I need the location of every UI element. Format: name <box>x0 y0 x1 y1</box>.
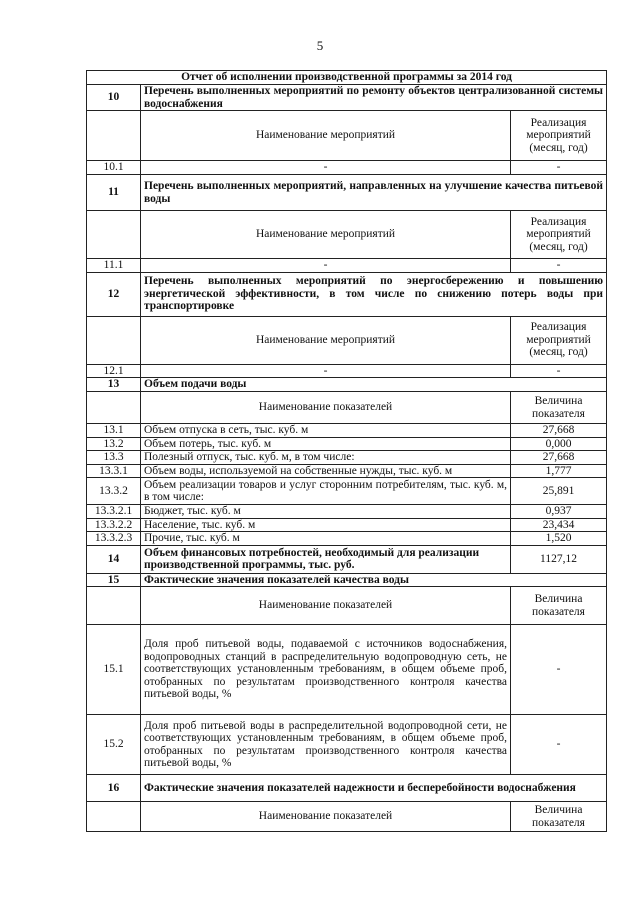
row-label: Доля проб питьевой воды, подаваемой с источников водоснабжения, водопроводных станций в распределительную водопроводную сеть, не соответствующих установленным требованиям, в общем объеме проб, отобранных по результатам производственного контроля качества питьевой воды, % <box>141 625 511 715</box>
table-header-row <box>87 111 607 161</box>
section-title: Перечень выполненных мероприятий, направленных на улучшение качества питьевой воды <box>141 175 607 211</box>
row-number: 13.3.2.2 <box>87 518 141 532</box>
row-label: Прочие, тыс. куб. м <box>141 532 511 546</box>
row-number: 15.1 <box>87 625 141 715</box>
table-header-row <box>87 211 607 259</box>
section-number: 11 <box>87 175 141 211</box>
table-row <box>87 715 607 775</box>
column-header: Реализация мероприятий (месяц, год) <box>511 211 607 259</box>
row-value: 0,937 <box>511 505 607 519</box>
table-header-row <box>87 392 607 424</box>
section-title: Объем подачи воды <box>141 378 607 392</box>
row-value: 27,668 <box>511 424 607 438</box>
row-number: 11.1 <box>87 259 141 273</box>
row-value: - <box>511 161 607 175</box>
row-value: 25,891 <box>511 478 607 505</box>
section-number: 12 <box>87 272 141 316</box>
section-title: Фактические значения показателей качества воды <box>141 573 607 587</box>
section-16-header <box>87 775 607 802</box>
section-number: 13 <box>87 378 141 392</box>
section-title: Объем финансовых потребностей, необходимый для реализации производственной программы, тыс. руб. <box>141 545 511 573</box>
column-header: Реализация мероприятий (месяц, год) <box>511 316 607 364</box>
row-number: 13.2 <box>87 437 141 451</box>
section-number: 15 <box>87 573 141 587</box>
row-label: Бюджет, тыс. куб. м <box>141 505 511 519</box>
row-value: - <box>511 364 607 378</box>
column-header: Наименование мероприятий <box>141 316 511 364</box>
row-label: Объем потерь, тыс. куб. м <box>141 437 511 451</box>
report-title: Отчет об исполнении производственной программы за 2014 год <box>87 71 607 85</box>
row-label: Объем отпуска в сеть, тыс. куб. м <box>141 424 511 438</box>
section-title: Перечень выполненных мероприятий по энергосбережению и повышению энергетической эффективности, в том числе по снижению потерь воды при транспортировке <box>141 272 607 316</box>
row-value: - <box>511 259 607 273</box>
section-number: 16 <box>87 775 141 802</box>
section-13-header <box>87 378 607 392</box>
section-11-header <box>87 175 607 211</box>
empty-cell <box>87 211 141 259</box>
table-row <box>87 464 607 478</box>
row-label: Доля проб питьевой воды в распределительной водопроводной сети, не соответствующих установленным требованиям, в общем объеме проб, отобранных по результатам производственного контроля качества питьевой воды, % <box>141 715 511 775</box>
row-value: 1127,12 <box>511 545 607 573</box>
section-12-header <box>87 272 607 316</box>
table-header-row <box>87 316 607 364</box>
column-header: Величина показателя <box>511 392 607 424</box>
row-label: Население, тыс. куб. м <box>141 518 511 532</box>
row-value: 1,520 <box>511 532 607 546</box>
row-value: 0,000 <box>511 437 607 451</box>
row-label: Объем воды, используемой на собственные нужды, тыс. куб. м <box>141 464 511 478</box>
table-row <box>87 518 607 532</box>
table-row <box>87 424 607 438</box>
row-value: 1,777 <box>511 464 607 478</box>
section-title: Перечень выполненных мероприятий по ремонту объектов централизованной системы водоснабжения <box>141 85 607 111</box>
table-row <box>87 451 607 465</box>
table-row <box>87 478 607 505</box>
row-number: 13.1 <box>87 424 141 438</box>
page-number: 5 <box>316 38 324 53</box>
table-header-row <box>87 587 607 625</box>
column-header: Наименование мероприятий <box>141 111 511 161</box>
report-table <box>86 70 607 832</box>
column-header: Реализация мероприятий (месяц, год) <box>511 111 607 161</box>
row-number: 13.3.2.3 <box>87 532 141 546</box>
row-value: - <box>141 259 511 273</box>
section-title: Фактические значения показателей надежности и бесперебойности водоснабжения <box>141 775 607 802</box>
row-number: 13.3.2 <box>87 478 141 505</box>
column-header: Наименование показателей <box>141 587 511 625</box>
table-row <box>87 161 607 175</box>
row-value: - <box>141 161 511 175</box>
section-number: 10 <box>87 85 141 111</box>
table-row <box>87 364 607 378</box>
empty-cell <box>87 316 141 364</box>
section-10-header <box>87 85 607 111</box>
empty-cell <box>87 802 141 832</box>
column-header: Наименование показателей <box>141 802 511 832</box>
section-15-header <box>87 573 607 587</box>
row-value: - <box>511 625 607 715</box>
column-header: Наименование мероприятий <box>141 211 511 259</box>
row-value: - <box>511 715 607 775</box>
report-title-row <box>87 71 607 85</box>
row-label: Объем реализации товаров и услуг сторонним потребителям, тыс. куб. м, в том числе: <box>141 478 511 505</box>
column-header: Наименование показателей <box>141 392 511 424</box>
empty-cell <box>87 111 141 161</box>
row-value: - <box>141 364 511 378</box>
table-row <box>87 259 607 273</box>
row-number: 13.3.1 <box>87 464 141 478</box>
section-number: 14 <box>87 545 141 573</box>
column-header: Величина показателя <box>511 802 607 832</box>
row-number: 13.3 <box>87 451 141 465</box>
row-number: 13.3.2.1 <box>87 505 141 519</box>
table-row <box>87 437 607 451</box>
section-14-row <box>87 545 607 573</box>
row-number: 12.1 <box>87 364 141 378</box>
row-label: Полезный отпуск, тыс. куб. м, в том числе: <box>141 451 511 465</box>
empty-cell <box>87 392 141 424</box>
table-header-row <box>87 802 607 832</box>
row-value: 27,668 <box>511 451 607 465</box>
column-header: Величина показателя <box>511 587 607 625</box>
row-value: 23,434 <box>511 518 607 532</box>
table-row <box>87 505 607 519</box>
row-number: 15.2 <box>87 715 141 775</box>
row-number: 10.1 <box>87 161 141 175</box>
table-row <box>87 625 607 715</box>
table-row <box>87 532 607 546</box>
empty-cell <box>87 587 141 625</box>
